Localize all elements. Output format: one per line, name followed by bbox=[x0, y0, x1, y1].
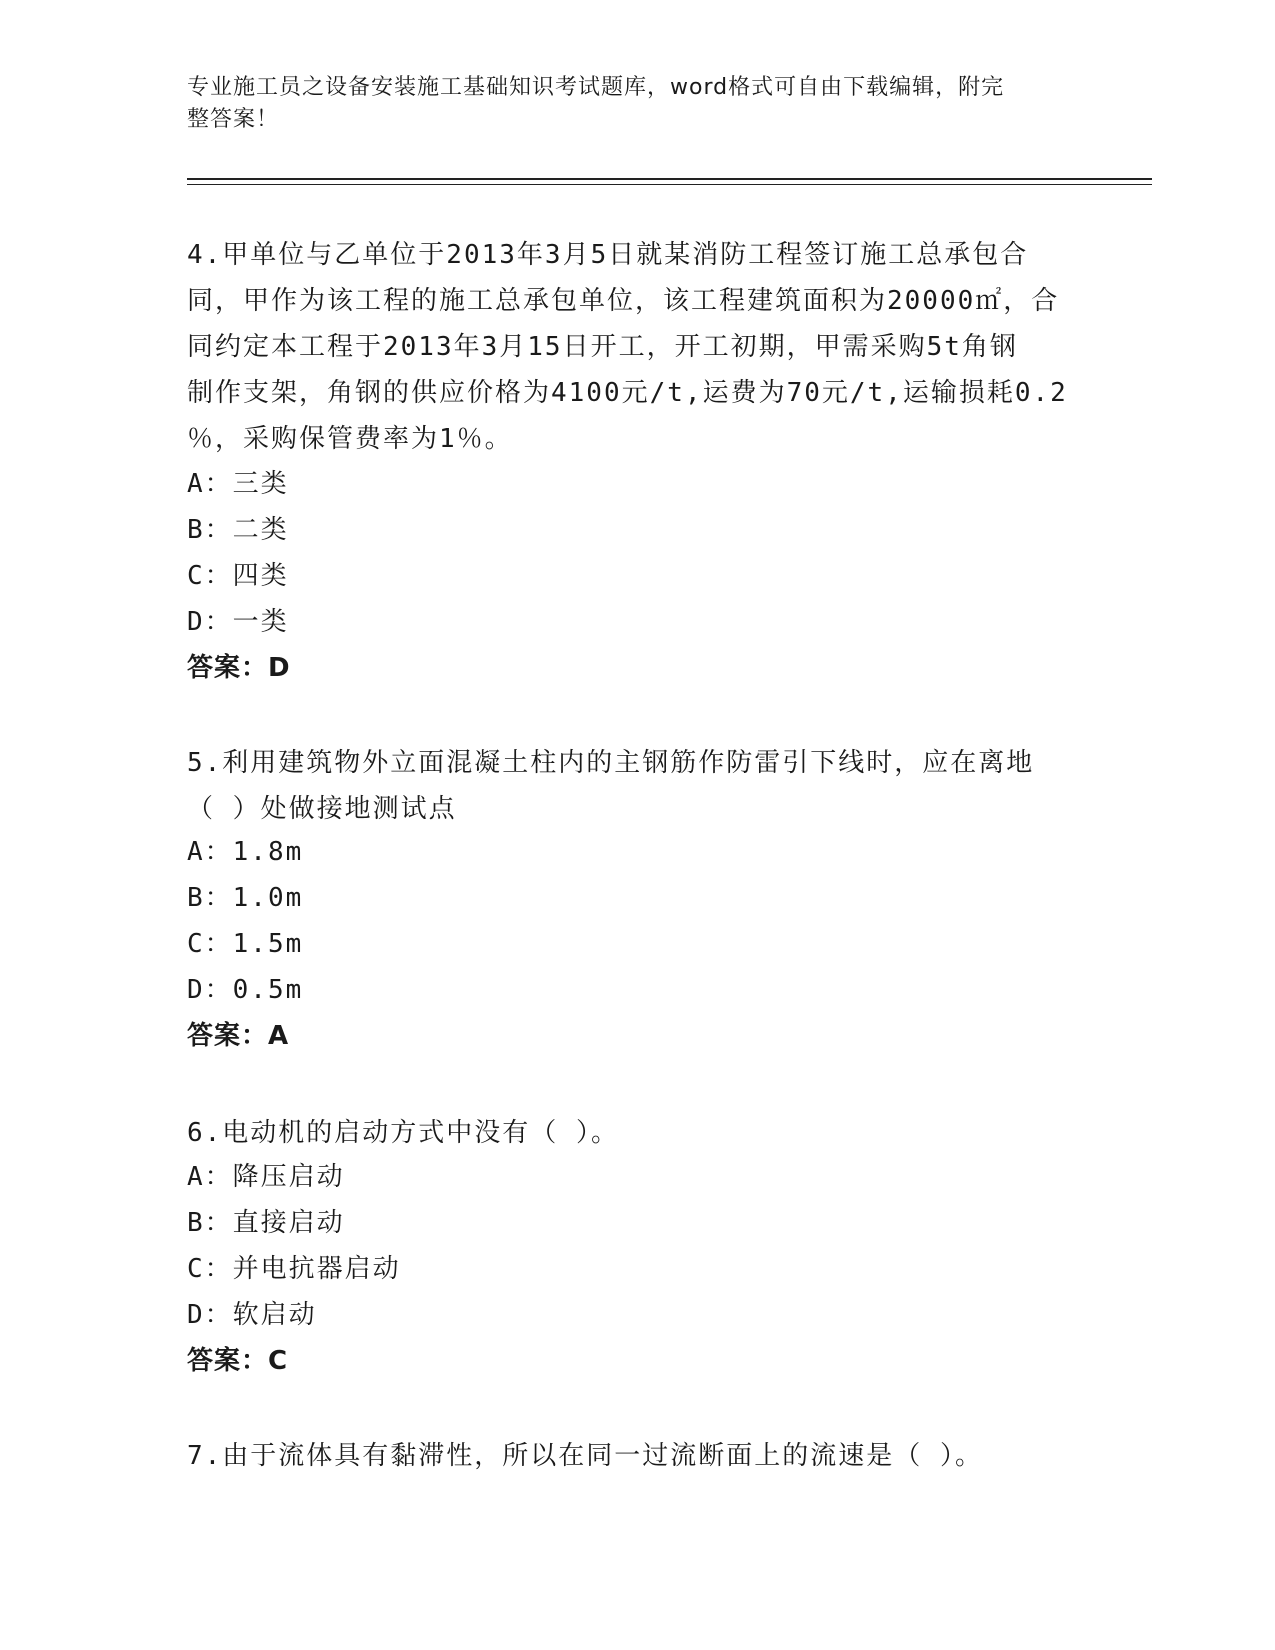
question-stem-line: 同，甲作为该工程的施工总承包单位，该工程建筑面积为20000㎡，合 bbox=[187, 286, 1060, 316]
header-divider-thick bbox=[187, 178, 1152, 180]
question-stem-line: 4.甲单位与乙单位于2013年3月5日就某消防工程签订施工总承包合 bbox=[187, 240, 1029, 270]
question-4-option-c: C：四类 bbox=[187, 561, 289, 591]
header-line-2: 整答案！ bbox=[187, 107, 280, 132]
question-4-stem bbox=[187, 232, 1087, 462]
question-4-option-b: B：二类 bbox=[187, 515, 289, 545]
question-stem-line: 制作支架，角钢的供应价格为4100元/t,运费为70元/t,运输损耗0.2 bbox=[187, 378, 1068, 408]
question-stem-line: （ ）处做接地测试点 bbox=[187, 794, 457, 824]
question-7-stem bbox=[187, 1433, 1087, 1479]
question-6-option-c: C：并电抗器启动 bbox=[187, 1254, 401, 1284]
question-4-option-a: A：三类 bbox=[187, 469, 289, 499]
question-4-answer: 答案：D bbox=[187, 653, 291, 683]
question-6-stem bbox=[187, 1110, 1087, 1156]
document-header bbox=[187, 72, 1087, 136]
question-6-option-b: B：直接启动 bbox=[187, 1208, 345, 1238]
question-5-option-a: A：1.8m bbox=[187, 837, 304, 867]
question-4-option-d: D：一类 bbox=[187, 607, 289, 637]
question-5-stem bbox=[187, 740, 1087, 832]
question-6-option-d: D：软启动 bbox=[187, 1300, 317, 1330]
question-5-answer: 答案：A bbox=[187, 1021, 290, 1051]
question-6-option-a: A：降压启动 bbox=[187, 1162, 345, 1192]
question-6-answer: 答案：C bbox=[187, 1346, 289, 1376]
question-stem-line: 6.电动机的启动方式中没有（ ）。 bbox=[187, 1118, 619, 1148]
header-line-1: 专业施工员之设备安装施工基础知识考试题库，word格式可自由下载编辑，附完 bbox=[187, 75, 1005, 100]
question-stem-line: 同约定本工程于2013年3月15日开工，开工初期，甲需采购5t角钢 bbox=[187, 332, 1018, 362]
question-stem-line: ％，采购保管费率为1％。 bbox=[187, 424, 513, 454]
question-stem-line: 5.利用建筑物外立面混凝土柱内的主钢筋作防雷引下线时，应在离地 bbox=[187, 748, 1035, 778]
question-5-option-d: D：0.5m bbox=[187, 975, 304, 1005]
question-5-option-b: B：1.0m bbox=[187, 883, 304, 913]
header-divider-thin bbox=[187, 184, 1152, 185]
question-stem-line: 7.由于流体具有黏滞性，所以在同一过流断面上的流速是（ ）。 bbox=[187, 1441, 983, 1471]
question-5-option-c: C：1.5m bbox=[187, 929, 304, 959]
